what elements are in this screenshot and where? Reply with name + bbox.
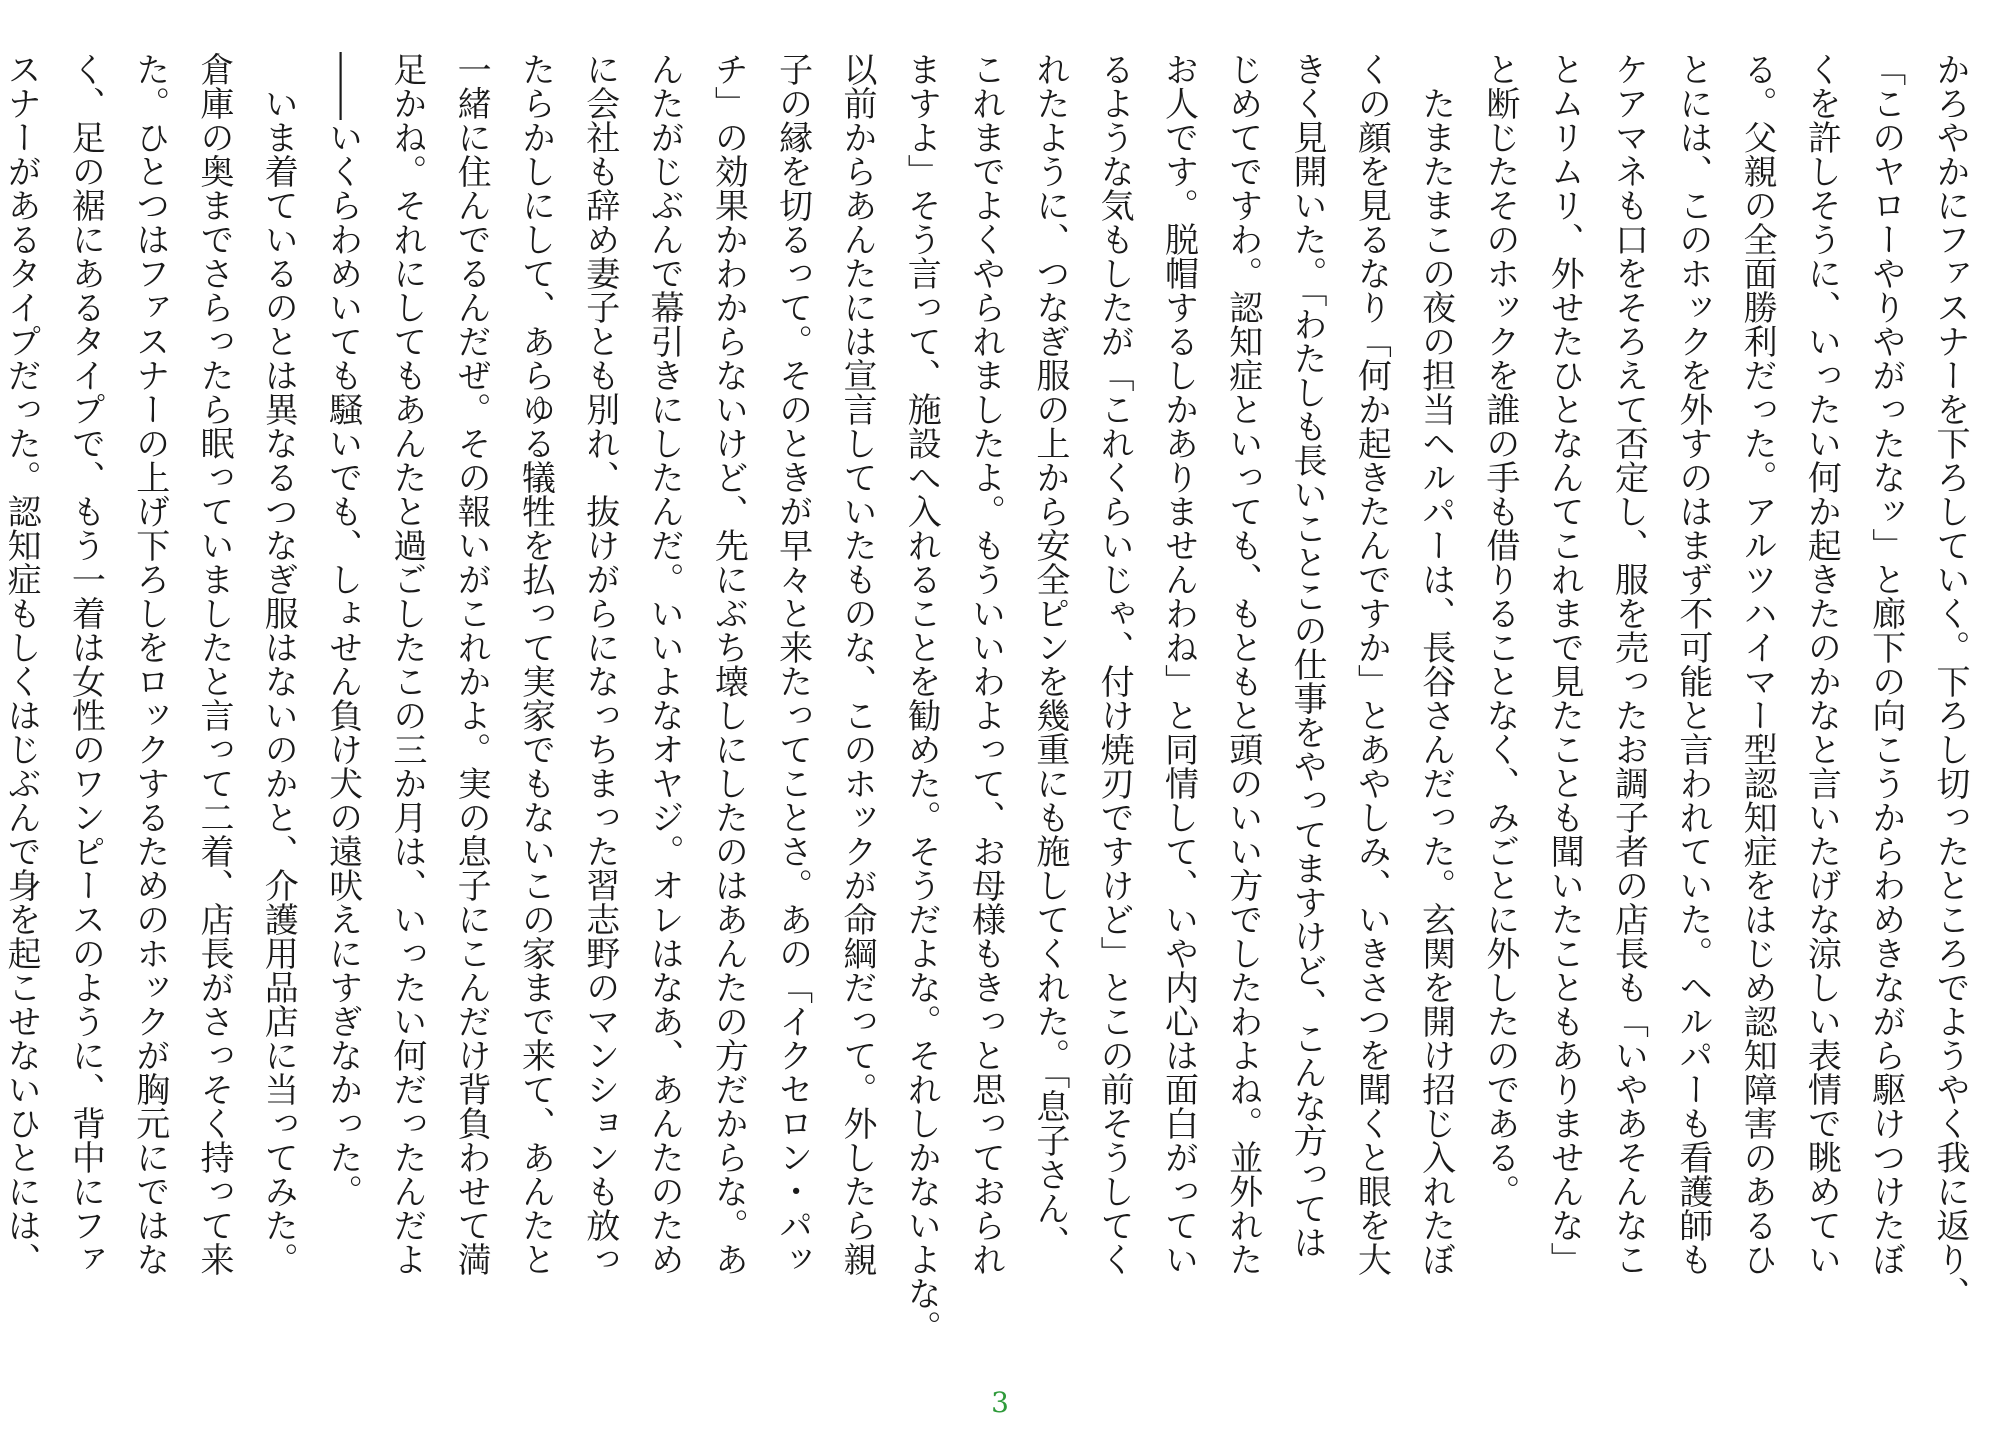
vertical-text-body (0, 52, 1982, 1392)
text-column: じめてですわ。認知症といっても、もともと頭のいい方でしたわよね。並外れた (1222, 52, 1263, 1276)
text-column: 「このヤローやりやがったなッ」と廊下の向こうからわめきながら駆けつけたぼ (1865, 52, 1906, 1276)
text-column: た。ひとつはファスナーの上げ下ろしをロックするためのホックが胸元にではな (129, 52, 170, 1276)
page-number: 3 (991, 1386, 1009, 1419)
text-column: とムリムリ、外せたひとなんてこれまで見たことも聞いたこともありませんな」 (1544, 52, 1585, 1276)
text-column: チ」の効果かわからないけど、先にぶち壊しにしたのはあんたの方だからな。あ (708, 52, 749, 1276)
text-column: 足かね。それにしてもあんたと過ごしたこの三か月は、いったい何だったんだよ (386, 52, 427, 1276)
text-column: きく見開いた。「わたしも長いことこの仕事をやってますけど、こんな方っては (1287, 52, 1328, 1259)
text-column: かろやかにファスナーを下ろしていく。下ろし切ったところでようやく我に返り、 (1930, 52, 1970, 1310)
text-column: れたように、つなぎ服の上から安全ピンを幾重にも施してくれた。「息子さん、 (1029, 52, 1070, 1259)
text-column: と断じたそのホックを誰の手も借りることなく、みごとに外したのである。 (1479, 52, 1520, 1208)
text-column: お人です。脱帽するしかありませんわね」と同情して、いや内心は面白がってい (1158, 52, 1199, 1276)
text-column: 以前からあんたには宣言していたものな、このホックが命綱だって。外したら親 (836, 52, 877, 1276)
text-column: ケアマネも口をそろえて否定し、服を売ったお調子者の店長も「いやあそんなこ (1608, 52, 1649, 1276)
text-column: いま着ているのとは異なるつなぎ服はないのかと、介護用品店に当ってみた。 (258, 52, 299, 1276)
text-column: 倉庫の奥までさらったら眠っていましたと言って二着、店長がさっそく持って来 (193, 52, 234, 1276)
text-column: くの顔を見るなり「何か起きたんですか」とあやしみ、いきさつを聞くと眼を大 (1351, 52, 1392, 1276)
text-column: ――いくらわめいても騒いでも、しょせん負け犬の遠吠えにすぎなかった。 (322, 52, 363, 1208)
text-column: る。父親の全面勝利だった。アルツハイマー型認知症をはじめ認知障害のあるひ (1737, 52, 1778, 1276)
text-column: たまたまこの夜の担当ヘルパーは、長谷さんだった。玄関を開け招じ入れたぼ (1415, 52, 1456, 1276)
text-column: んたがじぶんで幕引きにしたんだ。いいよなオヤジ。オレはなあ、あんたのため (644, 52, 685, 1276)
text-column: これまでよくやられましたよ。もういいわよって、お母様もきっと思っておられ (965, 52, 1006, 1276)
text-column: ますよ」そう言って、施設へ入れることを勧めた。そうだよな。それしかないよな。 (901, 52, 942, 1344)
text-column: く、足の裾にあるタイプで、もう一着は女性のワンピースのように、背中にファ (65, 52, 106, 1276)
text-column: スナーがあるタイプだった。認知症もしくはじぶんで身を起こせないひとには、 (1, 52, 42, 1276)
text-column: とには、このホックを外すのはまず不可能と言われていた。ヘルパーも看護師も (1672, 52, 1713, 1276)
text-column: に会社も辞め妻子とも別れ、抜けがらになっちまった習志野のマンションも放っ (579, 52, 620, 1276)
text-column: 一緒に住んでるんだぜ。その報いがこれかよ。実の息子にこんだけ背負わせて満 (451, 52, 492, 1276)
text-column: るような気もしたが「これくらいじゃ、付け焼刃ですけど」とこの前そうしてく (1094, 52, 1135, 1276)
text-column: たらかしにして、あらゆる犠牲を払って実家でもないこの家まで来て、あんたと (515, 52, 556, 1276)
text-column: くを許しそうに、いったい何か起きたのかなと言いたげな涼しい表情で眺めてい (1801, 52, 1842, 1276)
text-column: 子の縁を切るって。そのときが早々と来たってことさ。あの「イクセロン・パッ (772, 52, 813, 1276)
